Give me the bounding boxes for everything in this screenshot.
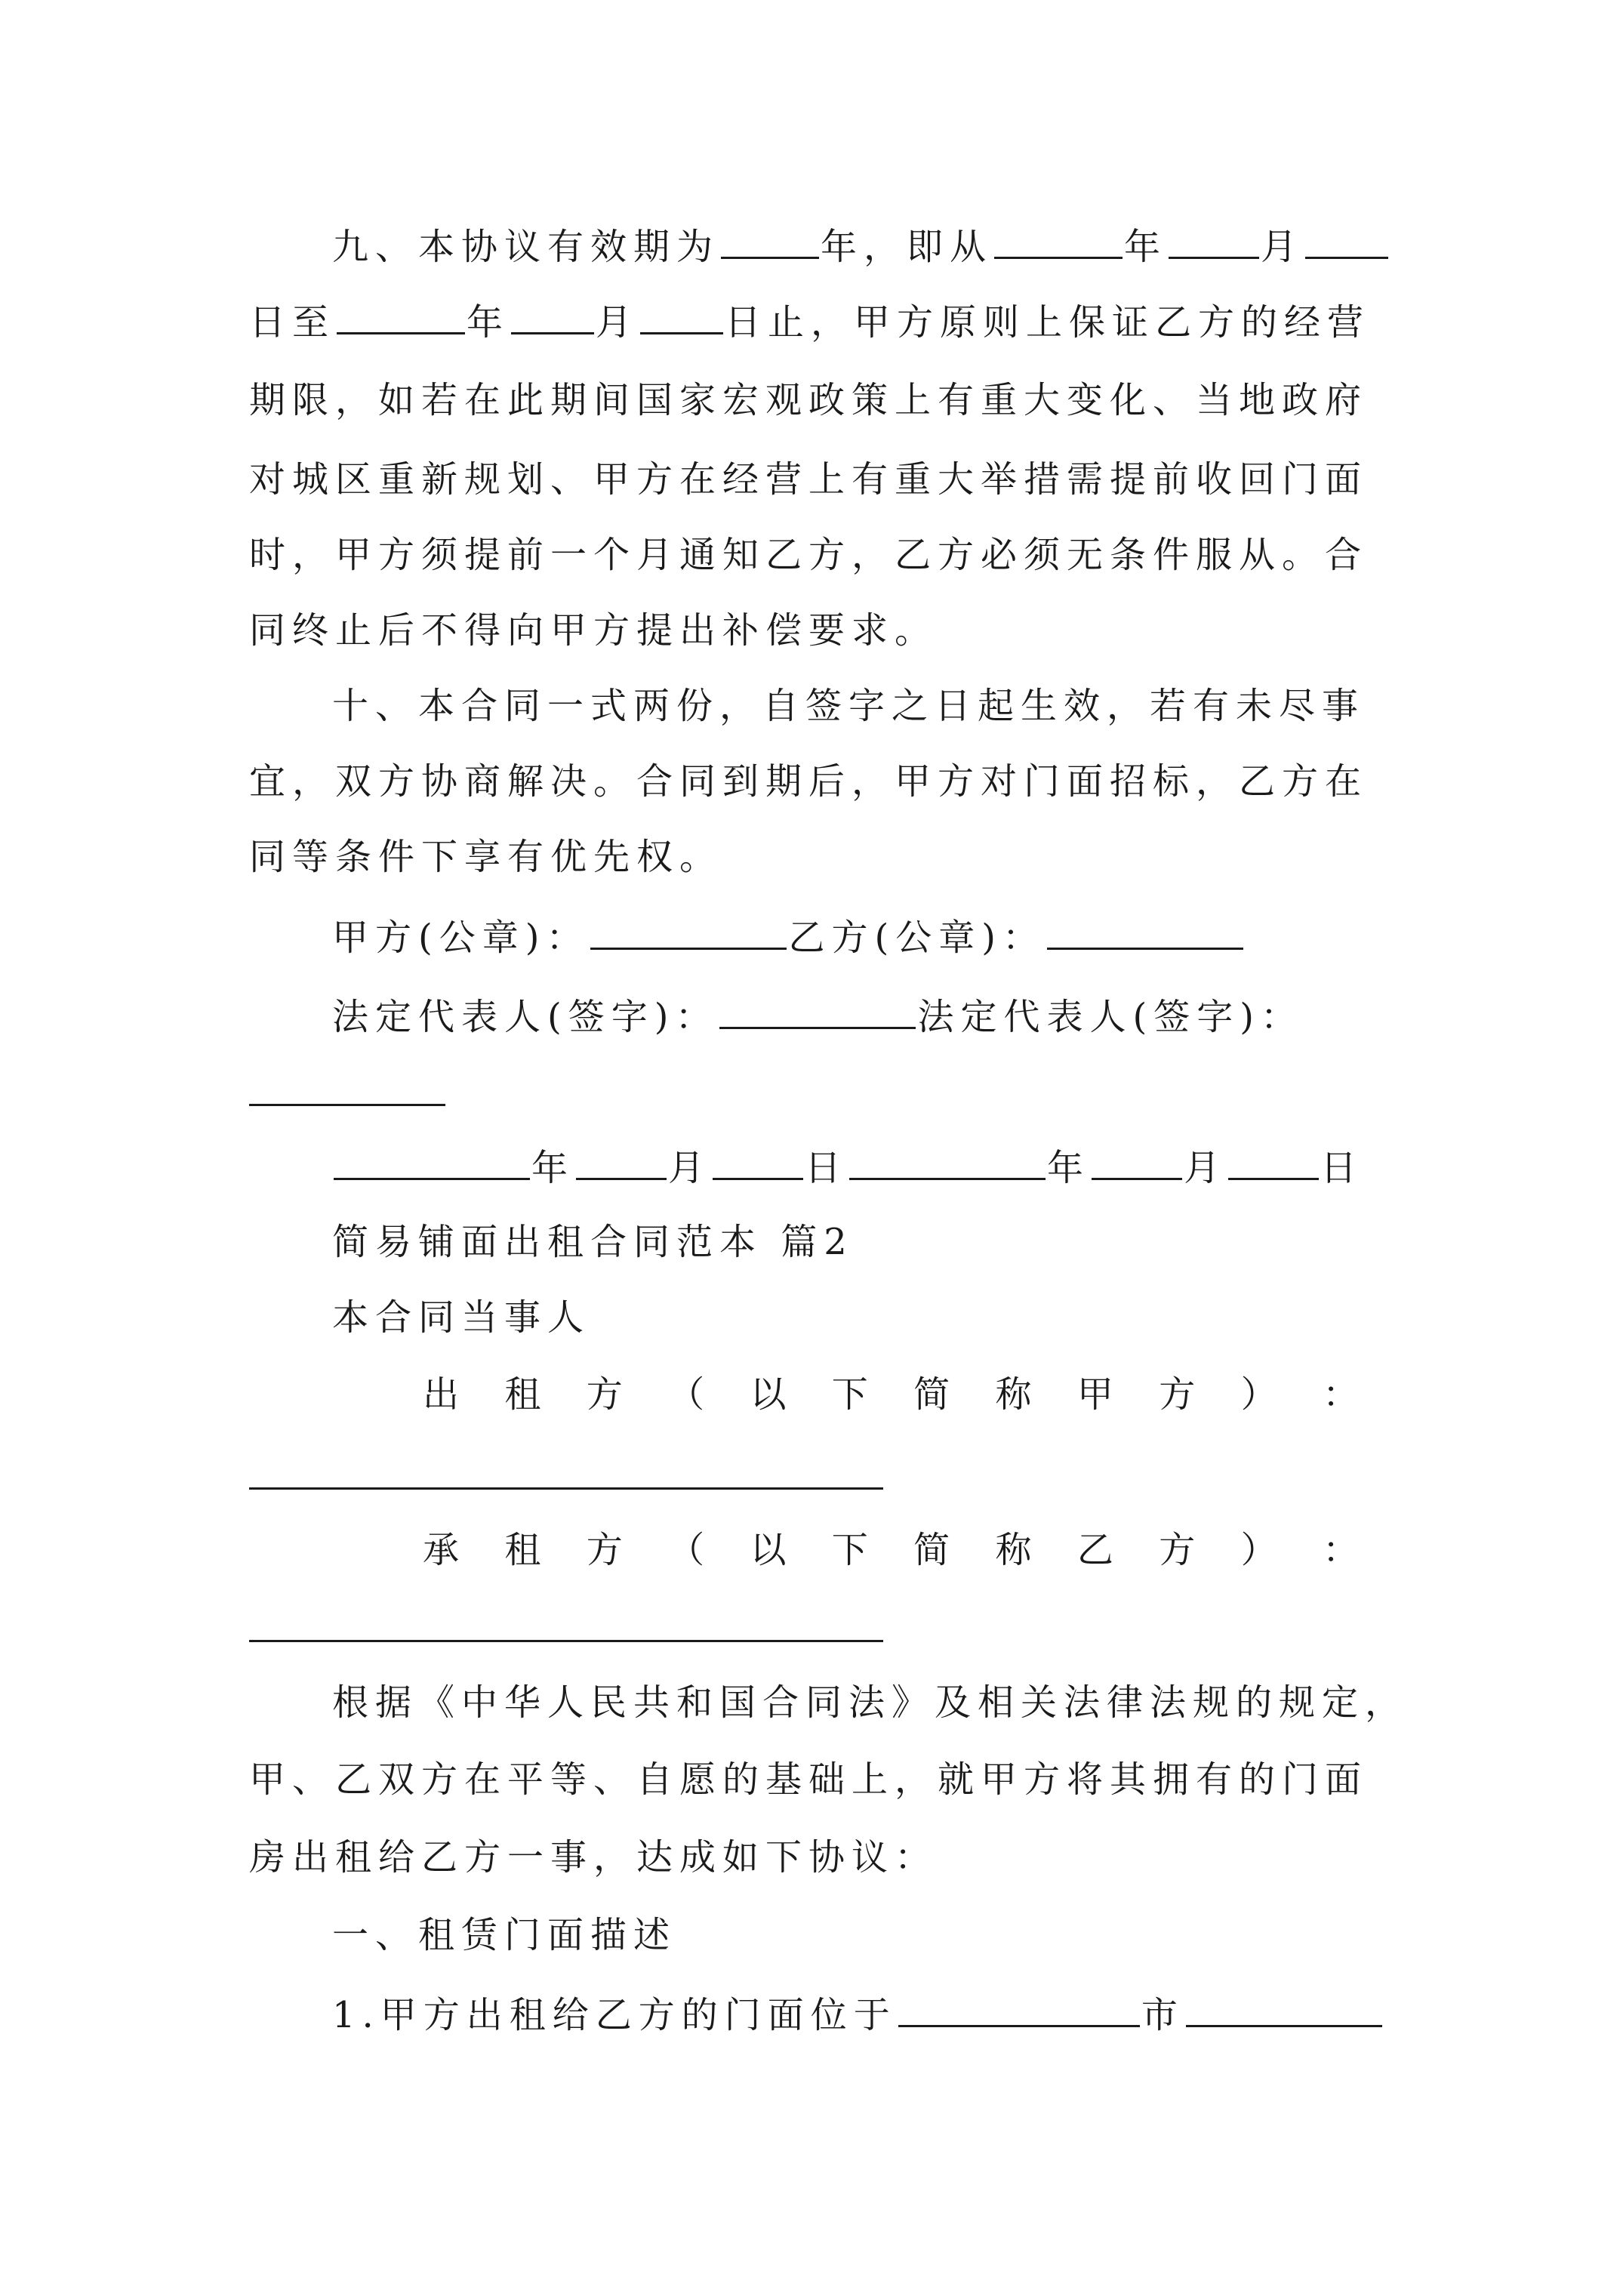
- text: 月: [668, 1147, 712, 1189]
- text: 乙: [1076, 1529, 1113, 1571]
- blank-field: [337, 294, 465, 334]
- lessee-line: [423, 1524, 1359, 1576]
- text: 以: [750, 1529, 787, 1571]
- blank-field: [994, 219, 1123, 259]
- clause-10-line-2: 宜，双方协商解决。合同到期后，甲方对门面招标，乙方在: [249, 760, 1369, 803]
- blank-field: [576, 1140, 667, 1180]
- text: 下: [831, 1373, 868, 1416]
- text: 承: [423, 1529, 460, 1571]
- section-1-title: 一、租赁门面描述: [332, 1914, 677, 1956]
- text: （: [668, 1373, 705, 1416]
- lessor-blank: [249, 1487, 883, 1490]
- text: 市: [1141, 1994, 1184, 2036]
- text: 简: [913, 1529, 950, 1571]
- intro-line-3: 房出租给乙方一事，达成如下协议：: [249, 1836, 938, 1878]
- intro-line-2: 甲、乙双方在平等、自愿的基础上，就甲方将其拥有的门面: [249, 1758, 1369, 1801]
- seal-line: [332, 910, 1464, 963]
- text: 租: [504, 1529, 541, 1571]
- blank-field: [713, 1140, 803, 1180]
- clause-10-line-3: 同等条件下享有优先权。: [249, 836, 723, 878]
- party-a-seal-label: 甲方(公章)：: [332, 917, 590, 959]
- text: 方: [586, 1529, 623, 1571]
- text: 简: [913, 1373, 950, 1416]
- text: 月: [1261, 226, 1304, 268]
- rep-b-label: 法定代表人(签字)：: [917, 996, 1304, 1038]
- party-b-seal-label: 乙方(公章)：: [788, 917, 1046, 959]
- blank-field: [849, 1140, 1046, 1180]
- text: 月: [596, 301, 639, 344]
- clause-9-line-2: [249, 294, 1381, 347]
- clause-9-line-5: 时，甲方须提前一个月通知乙方，乙方必须无条件服从。合: [249, 534, 1369, 576]
- clause-10-line-1: 十、本合同一式两份，自签字之日起生效，若有未尽事: [332, 685, 1366, 727]
- text: 年: [467, 301, 510, 344]
- text: 下: [831, 1529, 868, 1571]
- rep-a-label: 法定代表人(签字)：: [332, 996, 719, 1038]
- text: 方: [1159, 1373, 1196, 1416]
- blank-field: [1305, 219, 1388, 259]
- blank-field: [640, 294, 723, 334]
- representative-line: [332, 989, 1464, 1042]
- blank-field: [511, 294, 594, 334]
- rep-a-blank: [719, 989, 916, 1029]
- section-2-title: 简易铺面出租合同范本 篇2: [332, 1221, 854, 1263]
- party-b-seal-blank: [1047, 910, 1243, 950]
- text: 日: [1320, 1147, 1364, 1189]
- blank-field: [1228, 1140, 1319, 1180]
- text: 方: [586, 1373, 623, 1416]
- intro-line-1: 根据《中华人民共和国合同法》及相关法律法规的规定，: [332, 1681, 1409, 1724]
- date-line: [332, 1140, 1464, 1193]
- text: 以: [750, 1373, 787, 1416]
- text: ）: [1240, 1373, 1277, 1416]
- clause-9-line-6: 同终止后不得向甲方提出补偿要求。: [249, 609, 938, 652]
- blank-field: [1186, 1987, 1382, 2027]
- blank-field: [898, 1987, 1140, 2027]
- text: 日止，甲方原则上保证乙方的经营: [725, 301, 1371, 344]
- lessee-blank: [249, 1640, 883, 1642]
- blank-field: [1169, 219, 1259, 259]
- text: 月: [1184, 1147, 1227, 1189]
- text: 日: [805, 1147, 848, 1189]
- lessor-line: [423, 1368, 1359, 1421]
- text: 日至: [249, 301, 336, 344]
- party-a-seal-blank: [590, 910, 787, 950]
- text: 年，即从: [821, 226, 993, 268]
- text: 年: [531, 1147, 575, 1189]
- item-1-line: [332, 1987, 1464, 2040]
- text: ：: [1322, 1529, 1359, 1571]
- clause-9-line-3: 期限，如若在此期间国家宏观政策上有重大变化、当地政府: [249, 379, 1369, 421]
- text: ：: [1322, 1373, 1359, 1416]
- rep-b-blank: [249, 1104, 445, 1106]
- text: 租: [504, 1373, 541, 1416]
- text: 1.甲方出租给乙方的门面位于: [332, 1994, 897, 2036]
- text: 年: [1124, 226, 1168, 268]
- clause-9-line-1: [332, 219, 1464, 272]
- text: 年: [1047, 1147, 1091, 1189]
- clause-9-line-4: 对城区重新规划、甲方在经营上有重大举措需提前收回门面: [249, 458, 1369, 501]
- text: 称: [995, 1529, 1032, 1571]
- text: （: [668, 1529, 705, 1571]
- text: 出: [423, 1373, 460, 1416]
- parties-heading: 本合同当事人: [332, 1296, 591, 1339]
- blank-field: [1092, 1140, 1182, 1180]
- text: 方: [1159, 1529, 1196, 1571]
- text: 甲: [1076, 1373, 1113, 1416]
- blank-field: [334, 1140, 530, 1180]
- text: 九、本协议有效期为: [332, 226, 720, 268]
- text: ）: [1240, 1529, 1277, 1571]
- text: 称: [995, 1373, 1032, 1416]
- blank-field: [721, 219, 819, 259]
